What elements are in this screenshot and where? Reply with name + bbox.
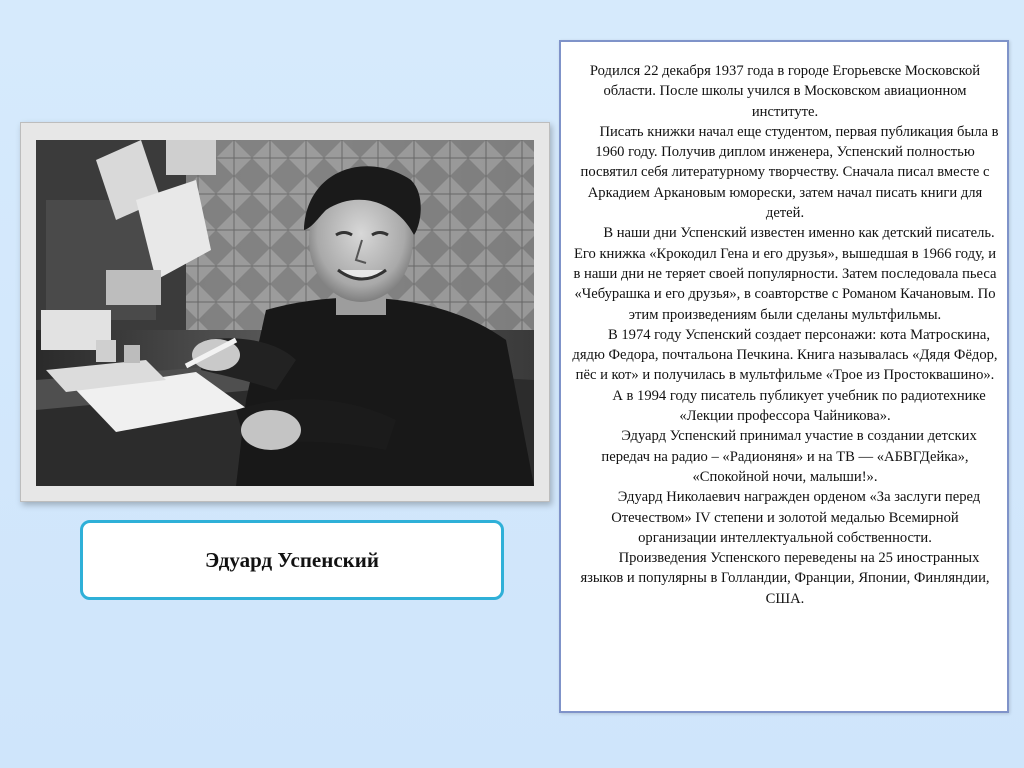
bio-paragraph: Эдуард Николаевич награжден орденом «За заслуги перед Отечеством» IV степени и золотой медалью Всемирной организации интеллектуальной собственности. — [611, 489, 981, 546]
biography-panel — [559, 40, 1009, 713]
bio-paragraph: В наши дни Успенский известен именно как детский писатель. Его книжка «Крокодил Гена и его друзья», вышедшая в 1966 году, и в наши дни не теряет своей популярности. Затем последовала пьеса «Чебурашка и его друзья», в соавторстве с Романом Качановым. По этим произведениям были сделаны мультфильмы. — [573, 225, 997, 323]
bio-paragraph: Родился 22 декабря 1937 года в городе Егорьевске Московской области. После школы учился в Московском авиационном институте. — [589, 63, 981, 120]
portrait-illustration — [36, 140, 534, 486]
bio-paragraph: Эдуард Успенский принимал участие в создании детских передач на радио – «Радионяня» и на ТВ — «АБВГДейка», «Спокойной ночи, малыши!». — [601, 428, 977, 485]
bio-paragraph: В 1974 году Успенский создает персонажи: кота Матроскина, дядю Федора, почтальона Печкина. Книга называлась «Дядя Фёдор, пёс и кот» и получилась в мультфильме «Трое из Простоквашино». — [572, 326, 998, 384]
biography-text — [571, 61, 999, 609]
name-caption — [80, 520, 504, 600]
bio-paragraph: А в 1994 году писатель публикует учебник по радиотехнике «Лекции профессора Чайникова». — [612, 387, 986, 425]
bio-paragraph: Писать книжки начал еще студентом, первая публикация была в 1960 году. Получив диплом инженера, Успенский полностью посвятил себя литературному творчеству. Сначала писал вместе с Аркадием Аркановым юморески, затем начал писать книги для детей. — [580, 123, 999, 222]
author-name: Эдуард Успенский — [205, 547, 379, 572]
bio-paragraph: Произведения Успенского переведены на 25 иностранных языков и популярны в Голландии, Франции, Японии, Финляндии, США. — [580, 550, 990, 607]
photo-frame — [20, 122, 550, 502]
portrait-photo — [36, 140, 534, 486]
